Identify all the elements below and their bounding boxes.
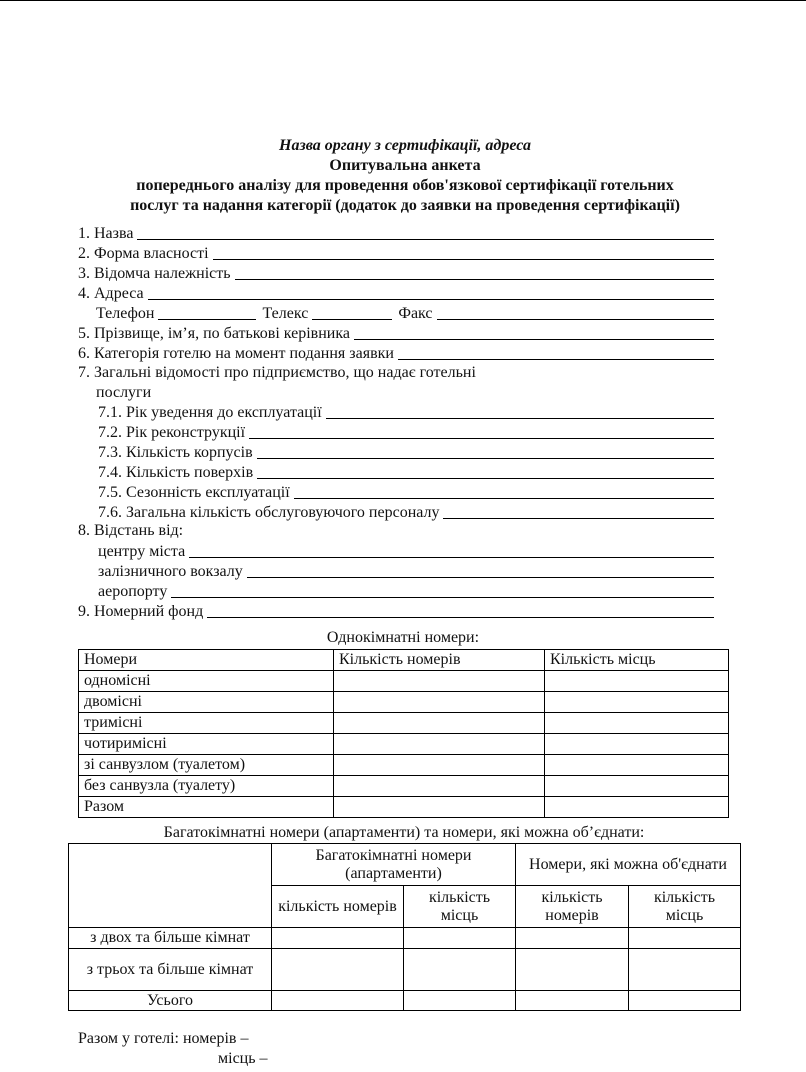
- table-header-row: [69, 844, 741, 886]
- field-seasonality: [98, 482, 714, 502]
- row-label: одномісні: [79, 671, 334, 692]
- field-buildings: [98, 442, 714, 462]
- table2-title: Багатокімнатні номери (апартаменти) та номери, які можна об’єднати:: [163, 824, 645, 841]
- col-header-rooms: Номери: [79, 650, 334, 671]
- field-year-reconstruction: [98, 422, 714, 442]
- table-row: [79, 776, 729, 797]
- field-floors-blank[interactable]: [257, 463, 714, 479]
- cell-place-count[interactable]: [545, 776, 729, 797]
- field-staff: [98, 502, 714, 522]
- group-header-combinable: Номери, які можна об'єднати: [516, 844, 741, 886]
- table-row: [79, 797, 729, 818]
- certification-body-line: Назва органу з сертифікації, адреса: [279, 137, 531, 154]
- table1-title: Однокімнатні номери:: [326, 629, 480, 646]
- fax-blank[interactable]: [437, 304, 714, 320]
- row-label: тримісні: [79, 713, 334, 734]
- corner-cell: [69, 844, 272, 928]
- table-row: [69, 949, 741, 991]
- cell[interactable]: [272, 991, 404, 1011]
- field-year-commissioned-blank[interactable]: [326, 403, 714, 419]
- table-row: [79, 755, 729, 776]
- row-label: Разом: [79, 797, 334, 818]
- field-distance-railway-blank[interactable]: [247, 562, 714, 578]
- field-seasonality-blank[interactable]: [294, 483, 714, 499]
- field-seasonality-label: 7.5. Сезонність експлуатації: [98, 484, 290, 501]
- field-manager-blank[interactable]: [354, 324, 714, 340]
- row-label: двомісні: [79, 692, 334, 713]
- field-contacts: [96, 303, 714, 323]
- table-row: [79, 713, 729, 734]
- form-subtitle-2: послуг та надання категорії (додаток до заявки на проведення сертифікації): [130, 197, 680, 214]
- field-category-blank[interactable]: [398, 344, 714, 360]
- field-distance-center: [98, 541, 714, 561]
- row-label: Усього: [69, 991, 272, 1011]
- table-row: [69, 991, 741, 1011]
- phone-blank[interactable]: [158, 304, 256, 320]
- form-subtitle-1: попереднього аналізу для проведення обов'язкової сертифікації готельних: [136, 177, 674, 194]
- row-label: з трьох та більше кімнат: [69, 949, 272, 991]
- cell-room-count[interactable]: [334, 671, 545, 692]
- col-header-room-count: Кількість номерів: [334, 650, 545, 671]
- field-ownership-label: 2. Форма власності: [78, 245, 209, 262]
- field-distance-airport: [98, 581, 714, 601]
- single-room-table: [78, 649, 729, 818]
- field-department-label: 3. Відомча належність: [78, 265, 231, 282]
- field-distance-railway: [98, 561, 714, 581]
- field-general-info-label-cont: послуги: [96, 384, 152, 401]
- field-category-label: 6. Категорія готелю на момент подання заявки: [78, 345, 394, 362]
- field-ownership: [78, 243, 714, 263]
- cell[interactable]: [272, 928, 404, 949]
- cell-room-count[interactable]: [334, 797, 545, 818]
- cell-place-count[interactable]: [545, 671, 729, 692]
- field-category: [78, 343, 714, 363]
- cell-place-count[interactable]: [545, 797, 729, 818]
- cell-place-count[interactable]: [545, 713, 729, 734]
- fax-label: Факс: [398, 305, 433, 322]
- field-name-label: 1. Назва: [78, 225, 134, 242]
- multi-room-table: [68, 843, 741, 1011]
- cell-place-count[interactable]: [545, 692, 729, 713]
- telex-label: Телекс: [262, 305, 309, 322]
- subheader-room-count: кількість номерів: [272, 886, 404, 928]
- cell-room-count[interactable]: [334, 755, 545, 776]
- group-header-apartments: Багатокімнатні номери (апартаменти): [272, 844, 516, 886]
- field-distance-airport-blank[interactable]: [171, 582, 714, 598]
- cell[interactable]: [516, 949, 629, 991]
- table-row: [69, 928, 741, 949]
- field-room-stock-label: 9. Номерний фонд: [78, 603, 204, 620]
- field-distance-center-label: центру міста: [98, 543, 186, 560]
- field-department-blank[interactable]: [235, 264, 714, 280]
- cell[interactable]: [516, 991, 629, 1011]
- field-distance-airport-label: аеропорту: [98, 583, 168, 600]
- field-manager-label: 5. Прізвище, ім’я, по батькові керівника: [78, 325, 350, 342]
- phone-label: Телефон: [96, 305, 155, 322]
- field-name: [78, 223, 714, 243]
- cell[interactable]: [629, 928, 741, 949]
- total-places-label: місць –: [218, 1050, 268, 1067]
- field-buildings-blank[interactable]: [257, 443, 714, 459]
- cell[interactable]: [404, 991, 516, 1011]
- telex-blank[interactable]: [312, 304, 392, 320]
- field-distance-railway-label: залізничного вокзалу: [98, 563, 243, 580]
- field-department: [78, 263, 714, 283]
- field-year-commissioned-label: 7.1. Рік уведення до експлуатації: [98, 404, 322, 421]
- cell[interactable]: [629, 949, 741, 991]
- field-room-stock: [78, 601, 714, 621]
- field-floors: [98, 462, 714, 482]
- field-manager: [78, 323, 714, 343]
- field-distance-label: 8. Відстань від:: [78, 522, 184, 539]
- cell[interactable]: [516, 928, 629, 949]
- subheader-room-count: кількість номерів: [516, 886, 629, 928]
- field-staff-label: 7.6. Загальна кількість обслуговуючого персоналу: [98, 504, 440, 521]
- field-name-blank[interactable]: [137, 224, 714, 240]
- field-address-label: 4. Адреса: [78, 285, 144, 302]
- field-floors-label: 7.4. Кількість поверхів: [98, 464, 254, 481]
- cell[interactable]: [629, 991, 741, 1011]
- field-address: [78, 283, 714, 303]
- table-row: [79, 692, 729, 713]
- subheader-place-count: кількість місць: [404, 886, 516, 928]
- cell-room-count[interactable]: [334, 734, 545, 755]
- form-title: Опитувальна анкета: [329, 157, 481, 174]
- cell-place-count[interactable]: [545, 755, 729, 776]
- row-label: чотиримісні: [79, 734, 334, 755]
- table-row: [79, 734, 729, 755]
- field-year-reconstruction-label: 7.2. Рік реконструкції: [98, 424, 246, 441]
- cell-room-count[interactable]: [334, 776, 545, 797]
- col-header-place-count: Кількість місць: [545, 650, 729, 671]
- cell-room-count[interactable]: [334, 692, 545, 713]
- cell[interactable]: [404, 949, 516, 991]
- field-staff-blank[interactable]: [443, 503, 714, 519]
- subheader-place-count: кількість місць: [629, 886, 741, 928]
- cell[interactable]: [272, 949, 404, 991]
- field-ownership-blank[interactable]: [213, 244, 714, 260]
- row-label: без санвузла (туалету): [79, 776, 334, 797]
- total-rooms-label: Разом у готелі: номерів –: [78, 1030, 249, 1047]
- field-address-blank[interactable]: [148, 284, 714, 300]
- row-label: з двох та більше кімнат: [69, 928, 272, 949]
- cell[interactable]: [404, 928, 516, 949]
- field-year-commissioned: [98, 402, 714, 422]
- top-rule: [0, 0, 806, 1]
- field-room-stock-blank[interactable]: [207, 602, 714, 618]
- cell-place-count[interactable]: [545, 734, 729, 755]
- table-row: [79, 671, 729, 692]
- field-distance-center-blank[interactable]: [189, 542, 714, 558]
- table-header-row: [79, 650, 729, 671]
- field-buildings-label: 7.3. Кількість корпусів: [98, 444, 253, 461]
- row-label: зі санвузлом (туалетом): [79, 755, 334, 776]
- field-general-info-label: 7. Загальні відомості про підприємство, що надає готельні: [78, 364, 476, 381]
- cell-room-count[interactable]: [334, 713, 545, 734]
- field-year-reconstruction-blank[interactable]: [249, 423, 714, 439]
